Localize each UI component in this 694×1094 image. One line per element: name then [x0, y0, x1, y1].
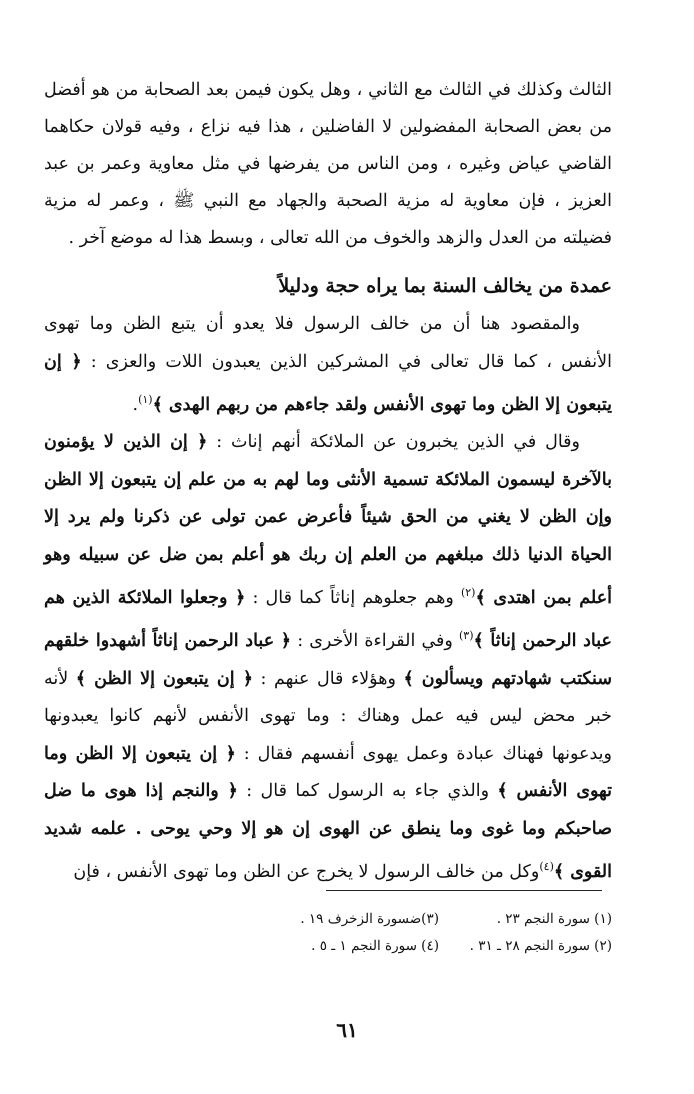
paragraph-text: والمقصود هنا أن من خالف الرسول فلا يعدو أن يتبع الظن وما تهوى الأنفس ، كما قال تعالى في المشركين الذين يعبدون اللات والعزى :: [44, 314, 612, 372]
paragraph-text: وفي القراءة الأخرى :: [291, 631, 459, 652]
footnote-4: (٤) سورة النجم ١ ـ ٥ .: [311, 938, 439, 954]
footnote-divider: [326, 890, 602, 891]
paragraph-text: وكل من خالف الرسول لا يخرج عن الظن وما تهوى الأنفس ، فإن: [73, 861, 540, 882]
quran-quote: ﴿ وجعلوا الملائكة الذين هم عباد الرحمن إناثاً ﴾: [44, 587, 612, 652]
page-number: ٦١: [336, 1018, 358, 1042]
quran-quote: ﴿ إن يتبعون إلا الظن ﴾: [75, 668, 253, 689]
footnote-marker: (٤): [539, 860, 554, 874]
quran-quote: ﴿ والنجم إذا هوى ما ضل صاحبكم وما غوى وما ينطق عن الهوى إن هو إلا وحي يوحى . علمه شديد القوى ﴾: [44, 781, 612, 882]
footnote-row: [266, 933, 612, 960]
section-heading: عمدة من يخالف السنة بما يراه حجة ودليلاً: [278, 275, 612, 297]
paragraph-text: وقال في الذين يخبرون عن الملائكة أنهم إناث :: [207, 432, 580, 452]
paragraph-text: لأنه خبر محض ليس فيه عمل وهناك : وما تهوى الأنفس لأنهم كانوا يعبدونها ويدعونها فهناك عبادة وعمل يهوى أنفسهم فقال :: [44, 668, 612, 764]
quran-quote: ﴿ عباد الرحمن إناثاً أشهدوا خلقهم سنكتب شهادتهم ويسألون ﴾: [44, 631, 612, 689]
quran-quote: ﴿ إن يتبعون إلا الظن وما تهوى الأنفس ولقد جاءهم من ربهم الهدى ﴾: [44, 351, 612, 415]
footnote-1: (١) سورة النجم ٢٣ .: [496, 911, 612, 927]
paragraph-following-conjecture: والمقصود هنا أن من خالف الرسول فلا يعدو أن يتبع الظن وما تهوى الأنفس ، كما قال تعالى في المشركين الذين يعبدون اللات والعزى : ﴿ إن يتبعون إلا الظن وما تهوى الأنفس ولقد جاءهم من ربهم الهدى ﴾$^{(١)}$.: [44, 314, 612, 415]
quran-quote: ﴿ إن الذين لا يؤمنون بالآخرة ليسمون الملائكة تسمية الأنثى وما لهم به من علم إن يتبعون إلا الظن وإن الظن لا يغني من الحق شيئاً فأعرض عمن تولى عن ذكرنا ولم يرد إلا الحياة الدنيا ذلك مبلغهم من العلم إن ربك هو أعلم بمن ضل عن سبيله وهو أعلم بمن اهتدى ﴾: [44, 432, 612, 608]
paragraph-text: وهم جعلوهم إناثاً كما قال :: [245, 587, 461, 608]
quran-quote: ﴿ إن يتبعون إلا الظن وما تهوى الأنفس ﴾: [44, 743, 612, 802]
paragraph-text: وهؤلاء قال عنهم :: [252, 668, 404, 689]
paragraph-text: والذي جاء به الرسول كما قال :: [237, 781, 498, 802]
footnote-marker: (٣): [459, 629, 474, 643]
footnote-marker: (٢): [460, 586, 476, 599]
footnote-marker: (١): [138, 393, 153, 406]
paragraph-angels: [44, 424, 612, 891]
footnotes: [266, 906, 612, 960]
paragraph-companions: الثالث وكذلك في الثالث مع الثاني ، وهل يكون فيمن بعد الصحابة من هو أفضل من بعض الصحابة المفضولين لا الفاضلين ، هذا فيه نزاع ، وفيه قولان حكاهما القاضي عياض وغيره ، ومن الناس من يفرضها في مثل معاوية وعمر بن عبد العزيز ، فإن معاوية له مزية الصحبة والجهاد مع النبي ﷺ ، وعمر له مزية فضيلته من العدل والزهد والخوف من الله تعالى ، وبسط هذا له موضع آخر .: [44, 80, 612, 248]
footnote-2: (٢) سورة النجم ٢٨ ـ ٣١ .: [469, 938, 612, 954]
footnote-3: (٣)ضسورة الزخرف ١٩ .: [300, 911, 439, 927]
footnote-row: [266, 906, 612, 933]
